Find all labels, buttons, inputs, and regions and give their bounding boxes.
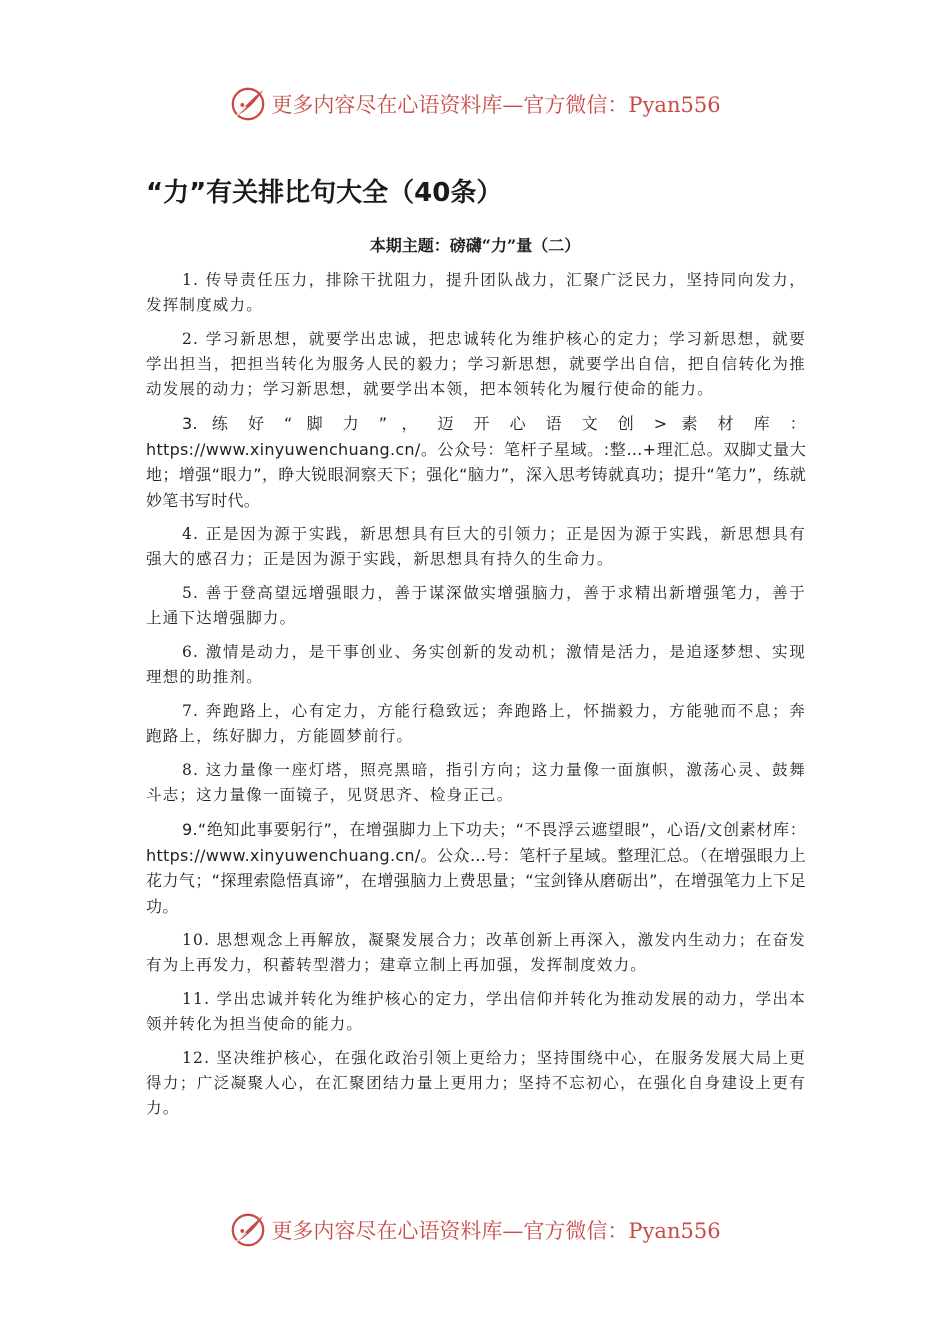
footer-banner <box>0 1210 950 1250</box>
page-title: “力”有关排比句大全（40条） <box>146 178 503 208</box>
paragraph-2: 2. 学习新思想，就要学出忠诚，把忠诚转化为维护核心的定力；学习新思想，就要学出担当，把担当转化为服务人民的毅力；学习新思想，就要学出自信，把自信转化为推动发展的动力；学习新思想，就要学出本领，把本领转化为履行使命的能力。 <box>146 330 806 398</box>
article-body <box>146 268 806 1130</box>
paragraph-6: 6. 激情是动力，是干事创业、务实创新的发动机；激情是活力，是追逐梦想、实现理想的助推剂。 <box>146 643 806 686</box>
header-banner-text: 更多内容尽在心语资料库—官方微信：Pyan556 <box>271 93 721 117</box>
quill-logo-icon <box>229 1211 267 1249</box>
paragraph-7: 7. 奔跑路上，心有定力，方能行稳致远；奔跑路上，怀揣毅力，方能驰而不息；奔跑路上，练好脚力，方能圆梦前行。 <box>146 702 806 745</box>
paragraph-3: 3. 练 好 “ 脚 力 ” ， 迈 开 心 语 文 创 > 素 材 库 ： https://www.xinyuwenchuang.cn/。公众号：笔杆子星域。:整…+理汇总。双脚丈量大地；增强“眼力”，睁大锐眼洞察天下；强化“脑力”，深入思考铸就真功；提升“笔力”，练就妙笔书写时代。 <box>146 414 806 510</box>
paragraph-12: 12. 坚决维护核心，在强化政治引领上更给力；坚持围绕中心，在服务发展大局上更得力；广泛凝聚人心，在汇聚团结力量上更用力；坚持不忘初心，在强化自身建设上更有力。 <box>146 1049 806 1117</box>
paragraph-5: 5. 善于登高望远增强眼力，善于谋深做实增强脑力，善于求精出新增强笔力，善于上通下达增强脚力。 <box>146 584 806 627</box>
paragraph-11: 11. 学出忠诚并转化为维护核心的定力，学出信仰并转化为推动发展的动力，学出本领并转化为担当使命的能力。 <box>146 990 806 1033</box>
quill-logo-icon <box>229 85 267 123</box>
header-banner <box>0 84 950 124</box>
paragraph-4: 4. 正是因为源于实践，新思想具有巨大的引领力；正是因为源于实践，新思想具有强大的感召力；正是因为源于实践，新思想具有持久的生命力。 <box>146 525 806 568</box>
paragraph-8: 8. 这力量像一座灯塔，照亮黑暗，指引方向；这力量像一面旗帜，激荡心灵、鼓舞斗志；这力量像一面镜子，见贤思齐、检身正己。 <box>146 761 806 804</box>
paragraph-9: 9.“绝知此事要躬行”，在增强脚力上下功夫；“不畏浮云遮望眼”，心语/文创素材库：https://www.xinyuwenchuang.cn/。公众…号：笔杆子星域。整理汇总。（在增强眼力上花力气；“探理索隐悟真谛”，在增强脑力上费思量；“宝剑锋从磨砺出”，在增强笔力上下足功。 <box>146 820 806 916</box>
paragraph-1: 1. 传导责任压力，排除干扰阻力，提升团队战力，汇聚广泛民力，坚持同向发力，发挥制度威力。 <box>146 271 806 314</box>
footer-banner-text: 更多内容尽在心语资料库—官方微信：Pyan556 <box>271 1219 721 1243</box>
page-subtitle: 本期主题：磅礴“力”量（二） <box>369 236 581 255</box>
paragraph-10: 10. 思想观念上再解放，凝聚发展合力；改革创新上再深入，激发内生动力；在奋发有为上再发力，积蓄转型潜力；建章立制上再加强，发挥制度效力。 <box>146 931 806 974</box>
